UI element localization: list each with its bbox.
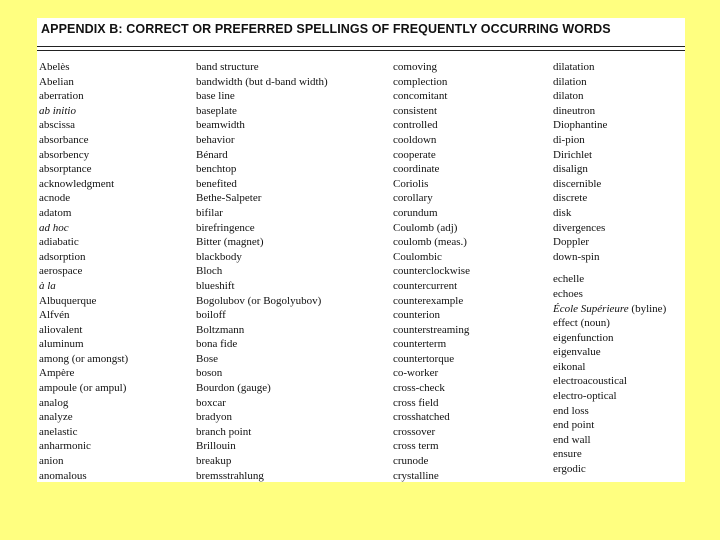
word-entry: Dirichlet [553, 148, 593, 161]
word-entry: Doppler [553, 236, 590, 249]
word-entry: acknowledgment [39, 177, 115, 190]
word-entry: crystalline [393, 469, 439, 482]
word-entry: disalign [553, 163, 588, 176]
word-entry: corundum [393, 206, 438, 219]
word-entry: coulomb (meas.) [393, 236, 467, 249]
word-entry: counterion [393, 309, 441, 322]
word-entry: aerospace [39, 265, 83, 278]
word-entry: cross field [393, 396, 439, 409]
word-entry: crossover [393, 425, 436, 438]
word-entry: Bogolubov (or Bogolyubov) [196, 294, 322, 307]
word-entry: end loss [553, 404, 589, 417]
word-entry: behavior [196, 133, 235, 146]
word-entry: ensure [553, 448, 582, 461]
word-entry: eigenfunction [553, 331, 614, 344]
word-entry: dilatation [553, 61, 595, 73]
word-entry: anion [39, 455, 64, 468]
word-entry: end wall [553, 433, 591, 446]
word-entry: end point [553, 419, 595, 432]
word-entry: disk [553, 206, 572, 219]
word-entry: cooperate [393, 148, 436, 161]
word-entry: absorbance [39, 133, 89, 146]
word-entry: bifilar [196, 206, 223, 219]
word-entry: dilaton [553, 90, 584, 103]
word-entry: down-spin [553, 250, 600, 263]
word-entry: breakup [196, 455, 232, 468]
word-entry: countertorque [393, 352, 455, 365]
word-entry: abscissa [39, 119, 76, 132]
word-entry: controlled [393, 119, 438, 132]
word-entry: Bitter (magnet) [196, 236, 264, 249]
word-entry: baseplate [196, 104, 237, 117]
word-entry: Boltzmann [196, 323, 245, 336]
word-entry: discernible [553, 177, 602, 190]
word-entry: effect (noun) [553, 317, 610, 330]
word-entry: counterexample [393, 294, 464, 307]
word-entry: boiloff [196, 309, 226, 322]
word-entry: counterclockwise [393, 265, 470, 278]
word-entry: Ampère [39, 367, 75, 380]
word-entry: comoving [393, 61, 437, 73]
word-entry: École Supérieure [553, 302, 629, 315]
word-entry: Coriolis [393, 177, 429, 190]
word-entry: bremsstrahlung [196, 469, 264, 482]
word-entry: bona fide [196, 338, 238, 351]
word-entry: cross-check [393, 382, 445, 395]
word-entry: analog [39, 396, 69, 409]
word-entry: counterstreaming [393, 323, 470, 336]
word-entry: aberration [39, 90, 84, 103]
word-entry: Brillouin [196, 440, 236, 453]
word-entry: adsorption [39, 250, 86, 263]
word-entry: beamwidth [196, 119, 245, 132]
word-column-2 [196, 60, 386, 483]
word-entry: countercurrent [393, 279, 458, 292]
page-title: APPENDIX B: CORRECT OR PREFERRED SPELLINGS OF FREQUENTLY OCCURRING WORDS [41, 22, 611, 36]
word-entry: adatom [39, 206, 72, 219]
word-entry: electroacoustical [553, 375, 627, 388]
word-entry: absorbency [39, 148, 90, 161]
word-entry: anharmonic [39, 440, 91, 453]
word-entry: anelastic [39, 425, 78, 438]
word-entry: aliovalent [39, 323, 83, 336]
word-entry: bandwidth (but d-band width) [196, 75, 328, 88]
word-entry: Alfvén [39, 309, 70, 322]
word-entry: echoes [553, 287, 583, 300]
word-entry: base line [196, 90, 235, 103]
word-entry: crunode [393, 455, 429, 468]
word-entry: concomitant [393, 90, 448, 103]
title-rule-bottom [37, 50, 685, 51]
word-entry: di-pion [553, 133, 585, 146]
word-entry: band structure [196, 61, 259, 73]
word-entry: among (or amongst) [39, 352, 129, 365]
word-column-1 [39, 60, 189, 483]
word-entry: cooldown [393, 133, 437, 146]
word-entry: complection [393, 75, 448, 88]
word-entry: blueshift [196, 279, 235, 292]
word-entry: Bethe-Salpeter [196, 192, 262, 205]
word-entry: ampoule (or ampul) [39, 382, 127, 395]
word-entry-row [553, 302, 685, 317]
word-entry: adiabatic [39, 236, 79, 249]
word-entry: echelle [553, 273, 585, 286]
word-entry: boxcar [196, 396, 226, 409]
word-entry: co-worker [393, 367, 439, 380]
word-entry: Albuquerque [39, 294, 97, 307]
word-entry: cross term [393, 440, 439, 453]
word-entry: eikonal [553, 360, 586, 373]
appendix-page [37, 18, 685, 482]
word-entry: anomalous [39, 469, 87, 482]
word-entry: Bloch [196, 265, 223, 278]
word-entry: Diophantine [553, 119, 608, 132]
word-entry: bradyon [196, 411, 233, 424]
word-suffix: (byline) [628, 302, 667, 315]
word-entry: discrete [553, 192, 588, 205]
group-spacer [553, 264, 685, 272]
word-column-4 [553, 60, 685, 477]
word-entry: acnode [39, 192, 71, 205]
word-entry: crosshatched [393, 411, 450, 424]
word-entry: benchtop [196, 163, 237, 176]
word-entry: branch point [196, 425, 252, 438]
word-entry: counterterm [393, 338, 447, 351]
word-entry: divergences [553, 221, 606, 234]
word-entry: coordinate [393, 163, 440, 176]
word-entry: benefited [196, 177, 237, 190]
word-entry: Bose [196, 352, 218, 365]
word-entry: dilation [553, 75, 587, 88]
word-entry: à la [39, 279, 56, 292]
word-entry: electro-optical [553, 390, 617, 403]
word-entry: eigenvalue [553, 346, 601, 359]
word-entry: Coulomb (adj) [393, 221, 458, 234]
word-entry: boson [196, 367, 223, 380]
word-entry: consistent [393, 104, 437, 117]
word-entry: Bénard [196, 148, 228, 161]
word-entry: ab initio [39, 104, 76, 117]
word-entry: aluminum [39, 338, 84, 351]
word-entry: dineutron [553, 104, 596, 117]
word-entry: corollary [393, 192, 433, 205]
word-entry: blackbody [196, 250, 242, 263]
word-entry: absorptance [39, 163, 92, 176]
word-entry: Abelès [39, 61, 70, 73]
word-entry: ad hoc [39, 221, 69, 234]
word-entry: Abelian [39, 75, 74, 88]
word-entry: Coulombic [393, 250, 442, 263]
word-entry: ergodic [553, 463, 586, 476]
word-entry: birefringence [196, 221, 255, 234]
word-entry: analyze [39, 411, 73, 424]
word-entry: Bourdon (gauge) [196, 382, 271, 395]
title-rule-top [37, 46, 685, 47]
word-column-3 [393, 60, 543, 483]
